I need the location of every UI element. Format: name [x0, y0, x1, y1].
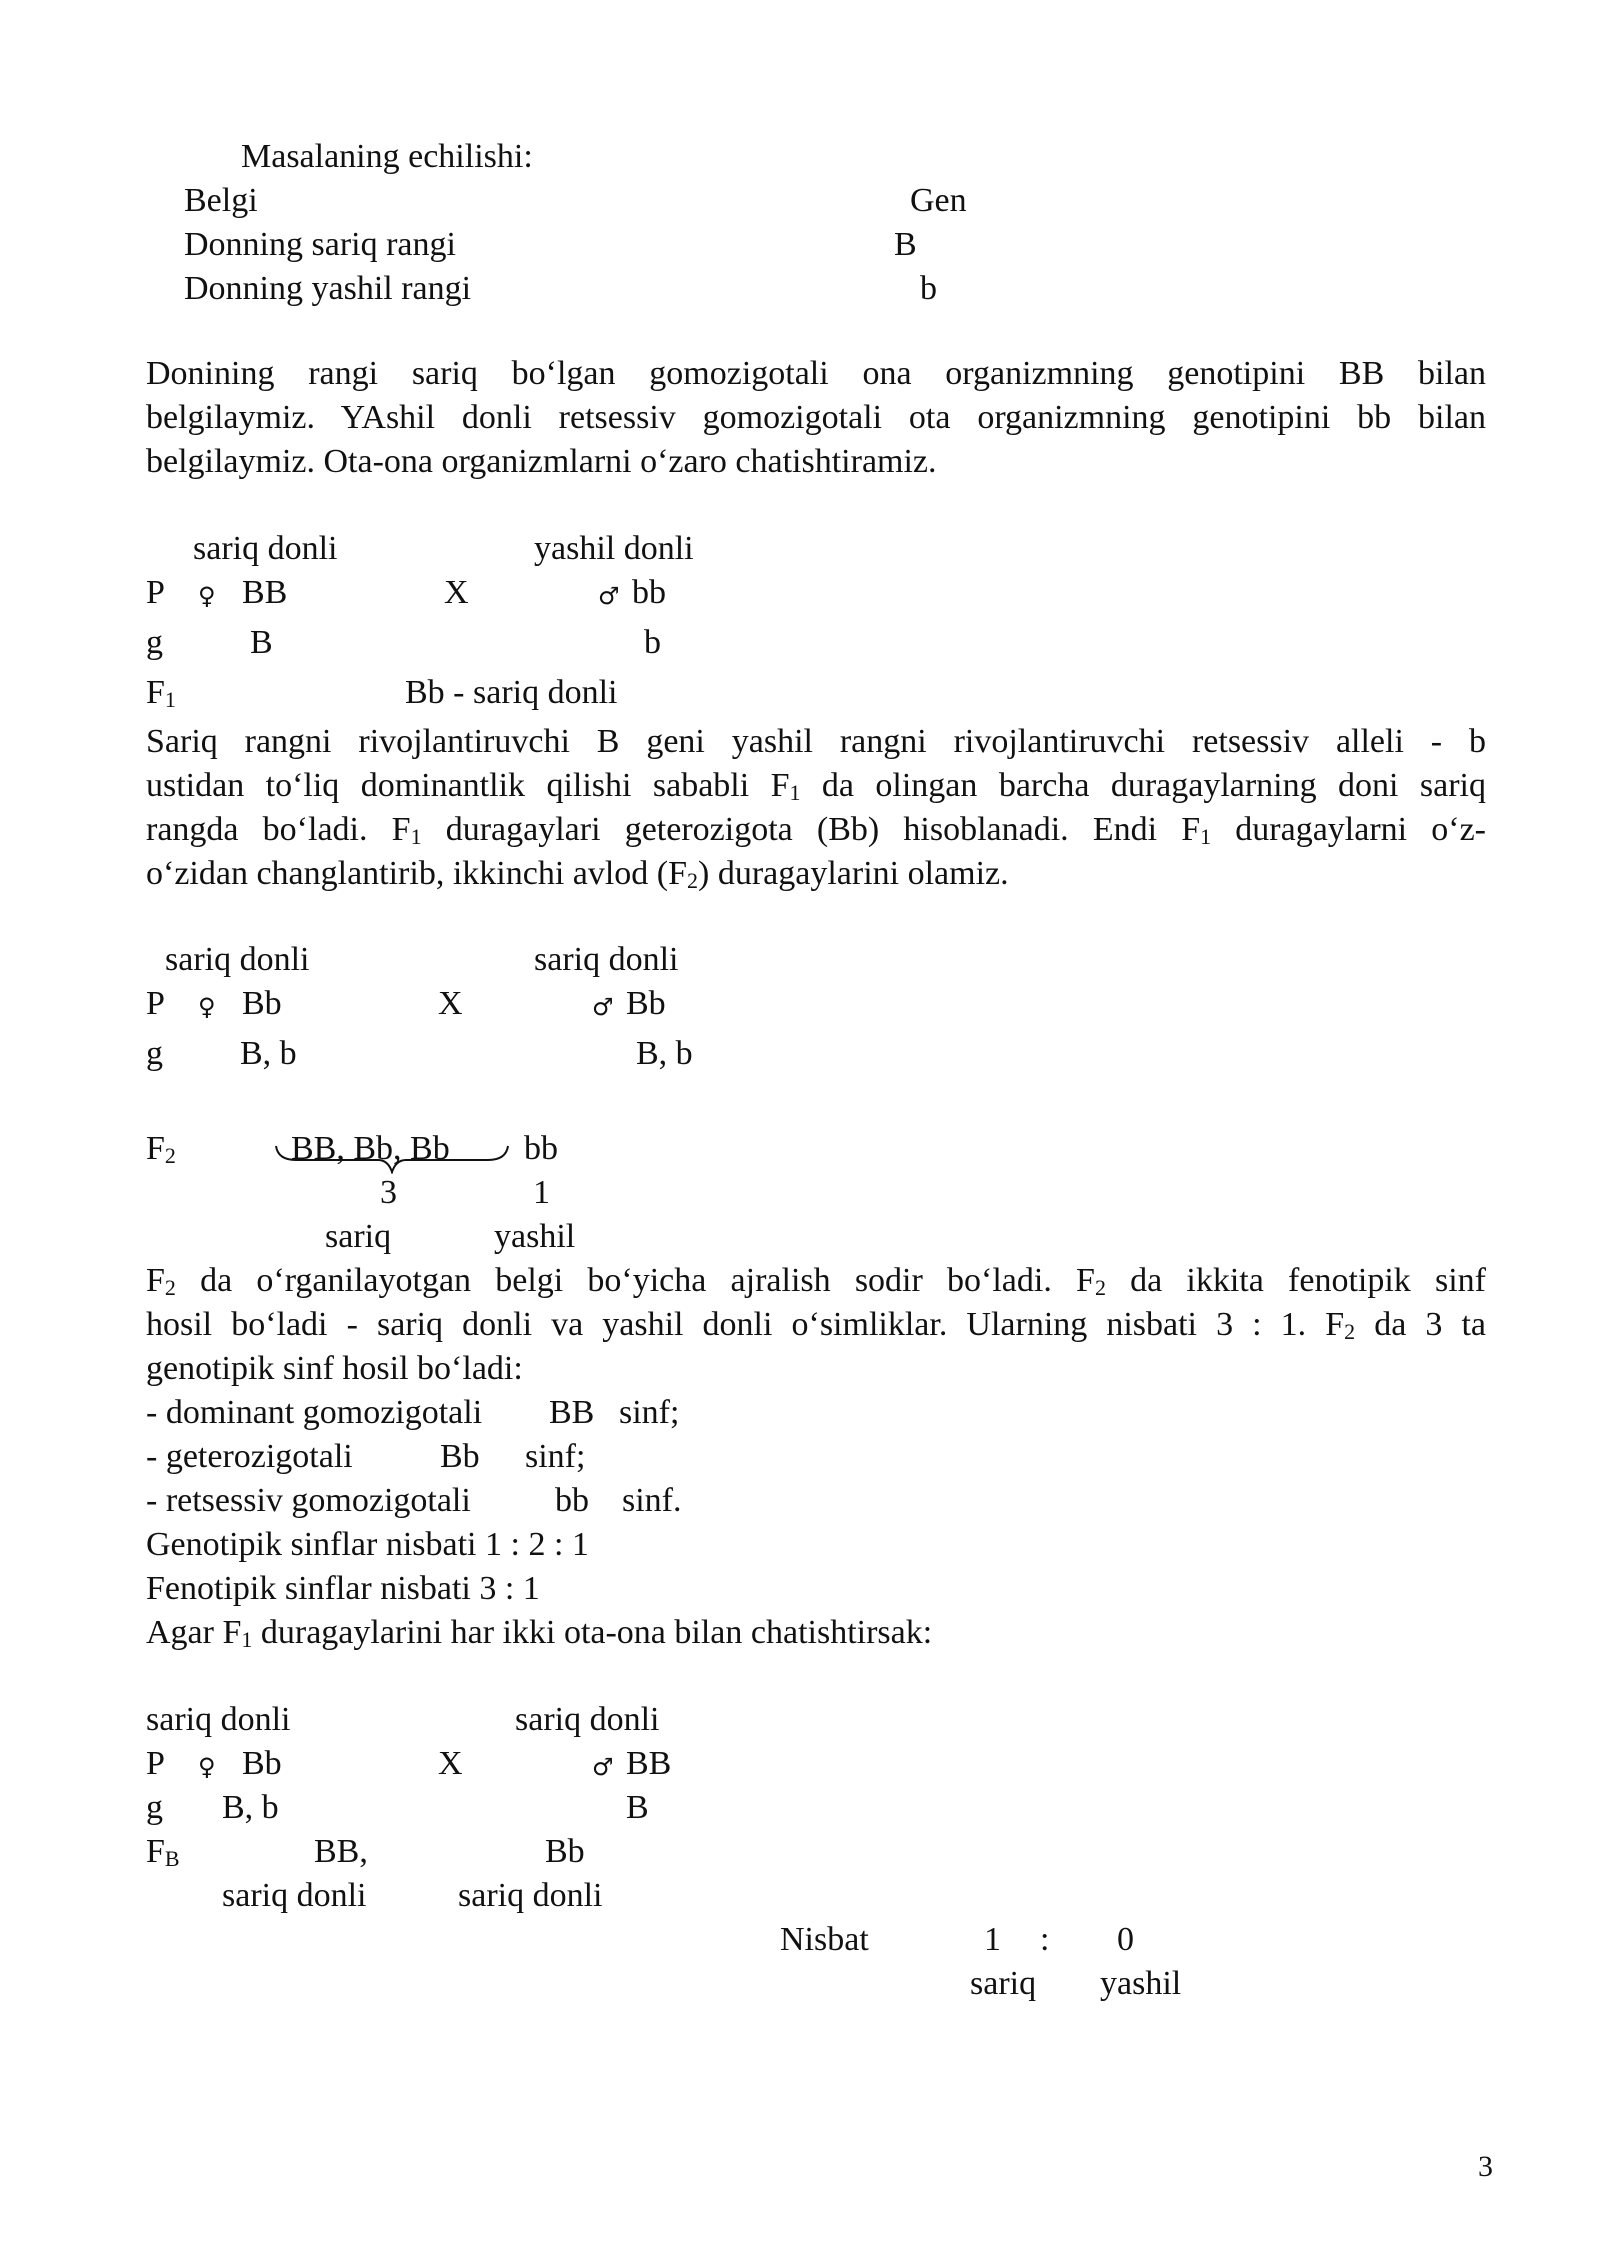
table-row-trait: Donning yashil rangi [184, 270, 472, 307]
class-item-genotype: bb [555, 1482, 589, 1519]
male-gamete: b [644, 624, 661, 661]
class-item-genotype: BB [549, 1394, 595, 1431]
table-header-gene: Gen [910, 182, 967, 219]
recessive-count: 1 [533, 1174, 550, 1211]
genotypic-ratio: Genotipik sinflar nisbati 1 : 2 : 1 [146, 1526, 589, 1563]
female-genotype: BB [242, 574, 288, 611]
class-item-name: - geterozigotali [146, 1438, 353, 1475]
female-phenotype-label: sariq donli [193, 530, 338, 567]
female-phenotype-label: sariq donli [165, 941, 310, 978]
dominant-phenotype: sariq [325, 1218, 392, 1255]
male-phenotype-label: sariq donli [515, 1701, 660, 1738]
male-phenotype-label: sariq donli [534, 941, 679, 978]
dominant-count: 3 [380, 1174, 397, 1211]
class-item-word: sinf; [619, 1394, 680, 1431]
underbrace [274, 1144, 510, 1174]
male-phenotype-label: yashil donli [534, 530, 694, 567]
class-item-name: - dominant gomozigotali [146, 1394, 483, 1431]
table-row-trait: Donning sariq rangi [184, 226, 456, 263]
female-gamete: B [250, 624, 273, 661]
ratio-label: Nisbat [780, 1921, 869, 1958]
paragraph-line: Sariq rangni rivojlantiruvchi B geni yashil rangni rivojlantiruvchi retsessiv alleli - b [146, 723, 1486, 760]
ratio-right-value: 0 [1117, 1921, 1134, 1958]
male-gamete: B [626, 1789, 649, 1826]
female-genotype: Bb [242, 985, 282, 1022]
ratio-right-label: yashil [1100, 1965, 1182, 2002]
backcross-intro: Agar $F_1$ duragaylarini har ikki ota-ona bilan chatishtirsak: [146, 1614, 933, 1652]
cross-symbol: X [444, 574, 469, 611]
table-header-trait: Belgi [184, 182, 258, 219]
solution-heading: Masalaning echilishi: [241, 138, 533, 175]
female-symbol-icon: ♀ [198, 1753, 216, 1781]
paragraph-line: hosil bo‘ladi - sariq donli va yashil donli o‘simliklar. Ularning nisbati 3 : 1. $F_2$ da 3 ta [146, 1306, 1486, 1344]
recessive-phenotype: yashil [494, 1218, 576, 1255]
paragraph-line: $F_2$ da o‘rganilayotgan belgi bo‘yicha ajralish sodir bo‘ladi. $F_2$ da ikkita fenotipik sinf [146, 1262, 1486, 1300]
male-symbol-icon: ♂ [598, 582, 620, 610]
parent-row-label: P [146, 985, 165, 1022]
paragraph-line: genotipik sinf hosil bo‘ladi: [146, 1350, 523, 1387]
dominant-genotypes: BB, Bb, Bb [291, 1130, 450, 1167]
male-genotype: Bb [626, 985, 666, 1022]
male-genotype: BB [626, 1745, 672, 1782]
class-item-genotype: Bb [440, 1438, 480, 1475]
backcross-result: Bb [545, 1833, 585, 1870]
table-row-gene: b [920, 270, 937, 307]
backcross-phenotype: sariq donli [222, 1877, 367, 1914]
offspring-row-label: $F_2$ [146, 1130, 176, 1168]
paragraph-line: Donining rangi sariq bo‘lgan gomozigotali ona organizmning genotipini BB bilan [146, 355, 1486, 392]
backcross-phenotype: sariq donli [458, 1877, 603, 1914]
female-gamete: B, b [222, 1789, 279, 1826]
male-symbol-icon: ♂ [592, 1753, 614, 1781]
female-phenotype-label: sariq donli [146, 1701, 291, 1738]
gamete-row-label: g [146, 624, 163, 661]
backcross-result: BB, [314, 1833, 368, 1870]
class-item-name: - retsessiv gomozigotali [146, 1482, 471, 1519]
gamete-row-label: g [146, 1789, 163, 1826]
offspring-row-label: $F_B$ [146, 1833, 180, 1871]
female-gamete: B, b [240, 1035, 297, 1072]
phenotypic-ratio: Fenotipik sinflar nisbati 3 : 1 [146, 1570, 540, 1607]
paragraph-line: ustidan to‘liq dominantlik qilishi sababli $F_1$ da olingan barcha duragaylarning doni sariq [146, 767, 1486, 805]
ratio-left-value: 1 [984, 1921, 1001, 1958]
offspring-row-label: $F_1$ [146, 674, 176, 712]
parent-row-label: P [146, 574, 165, 611]
class-item-word: sinf; [525, 1438, 586, 1475]
recessive-genotype: bb [524, 1130, 558, 1167]
ratio-left-label: sariq [970, 1965, 1037, 2002]
ratio-colon: : [1040, 1921, 1050, 1958]
female-genotype: Bb [242, 1745, 282, 1782]
gamete-row-label: g [146, 1035, 163, 1072]
cross-symbol: X [438, 985, 463, 1022]
female-symbol-icon: ♀ [198, 582, 216, 610]
male-symbol-icon: ♂ [592, 993, 614, 1021]
paragraph-line: belgilaymiz. Ota-ona organizmlarni o‘zaro chatishtiramiz. [146, 443, 937, 480]
paragraph-line: rangda bo‘ladi. $F_1$ duragaylari geterozigota (Bb) hisoblanadi. Endi $F_1$ duragaylarni o‘z- [146, 811, 1486, 849]
table-row-gene: B [894, 226, 917, 263]
male-genotype: bb [632, 574, 666, 611]
class-item-word: sinf. [622, 1482, 682, 1519]
cross-symbol: X [438, 1745, 463, 1782]
f1-result: Bb - sariq donli [405, 674, 618, 711]
paragraph-line: o‘zidan changlantirib, ikkinchi avlod $(F_2)$ duragaylarini olamiz. [146, 855, 1009, 893]
female-symbol-icon: ♀ [198, 993, 216, 1021]
parent-row-label: P [146, 1745, 165, 1782]
male-gamete: B, b [636, 1035, 693, 1072]
page-number: 3 [1478, 2150, 1493, 2183]
paragraph-line: belgilaymiz. YAshil donli retsessiv gomozigotali ota organizmning genotipini bb bilan [146, 399, 1486, 436]
